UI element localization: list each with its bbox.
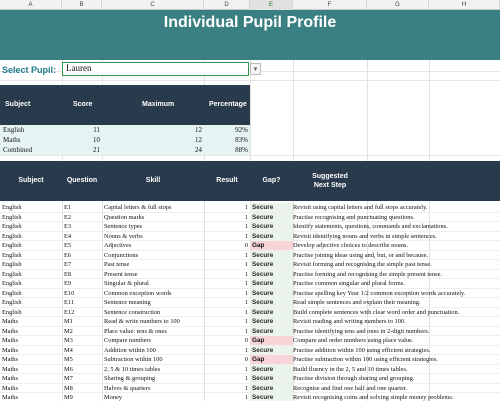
row-skill: Nouns & verbs [104, 232, 143, 240]
row-question: M8 [64, 384, 73, 392]
row-result: 0 [244, 356, 248, 363]
row-gap-status: Secure [250, 251, 293, 260]
row-result: 0 [244, 337, 248, 344]
row-skill: Conjunctions [104, 251, 139, 259]
row-question: M9 [64, 394, 73, 401]
row-skill: 2, 5 & 10 times tables [104, 365, 161, 373]
row-skill: Sentence meaning [104, 299, 151, 306]
row-subject: Maths [2, 337, 18, 344]
table-row [0, 298, 500, 308]
table-row [0, 346, 500, 356]
row-result: 1 [244, 289, 248, 297]
row-result: 1 [244, 299, 248, 306]
row-question: E11 [64, 299, 75, 306]
row-gap-status: Secure [250, 289, 293, 298]
row-question: M4 [64, 346, 73, 354]
row-gap-status: Secure [250, 346, 293, 355]
row-next-step: Practise common singular and plural forms. [293, 280, 405, 287]
select-pupil-label: Select Pupil: [2, 65, 57, 75]
summary-score: 21 [93, 146, 100, 154]
row-subject: English [2, 261, 22, 268]
column-header-h[interactable]: H [429, 0, 500, 10]
row-subject: Maths [2, 394, 18, 401]
table-row [0, 374, 500, 384]
row-question: E2 [64, 213, 72, 221]
column-header-a[interactable]: A [0, 0, 62, 10]
row-skill: Sharing & grouping [104, 375, 156, 382]
row-result: 1 [244, 270, 248, 278]
row-result: 0 [244, 242, 248, 249]
row-gap-status: Secure [250, 213, 293, 222]
row-skill: Question marks [104, 213, 145, 221]
row-next-step: Practise subtraction within 100 using efficient strategies. [293, 356, 438, 363]
row-subject: English [2, 280, 22, 287]
row-question: E8 [64, 270, 72, 278]
row-result: 1 [244, 308, 248, 316]
table-row [0, 308, 500, 318]
summary-row [0, 125, 250, 135]
summary-maximum: 24 [195, 146, 202, 154]
row-subject: English [2, 251, 22, 259]
row-skill: Subtraction within 100 [104, 356, 163, 363]
row-subject: English [2, 223, 22, 230]
row-next-step: Practise recognising and punctuating questions. [293, 213, 415, 221]
summary-subject: Maths [3, 136, 21, 144]
row-next-step: Revisit identifying nouns and verbs in simple sentences. [293, 232, 437, 240]
row-gap-status: Gap [250, 336, 293, 345]
detail-header-gap: Gap? [262, 177, 281, 184]
row-next-step: Read simple sentences and explain their meaning. [293, 299, 421, 306]
row-skill: Money [104, 394, 123, 401]
table-row [0, 365, 500, 375]
row-subject: English [2, 270, 22, 278]
table-row [0, 384, 500, 394]
row-next-step: Build complete sentences with clear word order and punctuation. [293, 308, 460, 316]
row-skill: Addition within 100 [104, 346, 156, 354]
row-skill: Read & write numbers to 100 [104, 318, 180, 325]
gridline [0, 155, 500, 156]
column-header-d[interactable]: D [204, 0, 250, 10]
row-gap-status: Secure [250, 308, 293, 317]
summary-percentage: 92% [235, 126, 248, 134]
row-gap-status: Secure [250, 298, 293, 307]
summary-row [0, 135, 250, 145]
row-question: M2 [64, 327, 73, 335]
table-row [0, 260, 500, 270]
row-subject: Maths [2, 375, 18, 382]
table-row [0, 222, 500, 232]
row-subject: Maths [2, 318, 18, 325]
table-row [0, 317, 500, 327]
row-gap-status: Secure [250, 232, 293, 241]
row-subject: English [2, 289, 22, 297]
summary-subject: English [3, 126, 25, 134]
row-result: 1 [244, 204, 248, 211]
row-skill: Halves & quarters [104, 384, 151, 392]
row-result: 1 [244, 261, 248, 268]
row-question: M1 [64, 318, 73, 325]
row-next-step: Practise division through sharing and grouping. [293, 375, 415, 382]
row-skill: Place value: tens & ones [104, 327, 167, 335]
row-gap-status: Gap [250, 355, 293, 364]
row-skill: Common exception words [104, 289, 172, 297]
title-banner [0, 10, 500, 60]
row-result: 1 [244, 232, 248, 240]
row-subject: Maths [2, 327, 18, 335]
table-row [0, 241, 500, 251]
row-question: E10 [64, 289, 75, 297]
row-subject: English [2, 299, 22, 306]
column-header-f[interactable]: F [293, 0, 367, 10]
row-next-step: Recognise and find one half and one quarter. [293, 384, 408, 392]
row-gap-status: Secure [250, 374, 293, 383]
row-next-step: Compare and order numbers using place value. [293, 337, 414, 344]
row-next-step: Revisit forming and recognising the simple past tense. [293, 261, 432, 268]
row-skill: Capital letters & full stops [104, 204, 172, 211]
summary-score: 10 [93, 136, 100, 144]
row-result: 1 [244, 280, 248, 287]
summary-percentage: 83% [235, 136, 248, 144]
column-header-bar [0, 0, 500, 10]
table-row [0, 327, 500, 337]
summary-header-subject: Subject [5, 101, 31, 108]
row-result: 1 [244, 346, 248, 354]
row-skill: Past tense [104, 261, 130, 268]
summary-score: 11 [93, 126, 100, 134]
row-result: 1 [244, 318, 248, 325]
row-gap-status: Secure [250, 393, 293, 401]
row-next-step: Practise identifying tens and ones in 2-digit numbers. [293, 327, 430, 335]
row-gap-status: Secure [250, 270, 293, 279]
table-row [0, 270, 500, 280]
column-header-e[interactable]: E [250, 0, 293, 10]
table-row [0, 213, 500, 223]
row-skill: Compare numbers [104, 337, 152, 344]
row-next-step: Build fluency in the 2, 5 and 10 times tables. [293, 365, 408, 373]
row-question: M6 [64, 365, 73, 373]
row-next-step: Revisit recognising coins and solving simple money problems. [293, 394, 454, 401]
summary-header-percentage: Percentage [209, 101, 247, 108]
row-subject: English [2, 242, 22, 249]
table-row [0, 251, 500, 261]
row-subject: Maths [2, 356, 18, 363]
summary-maximum: 12 [195, 136, 202, 144]
row-question: E1 [64, 204, 72, 211]
row-next-step: Practise spelling key Year 1/2 common exception words accurately. [293, 289, 466, 297]
row-gap-status: Secure [250, 279, 293, 288]
row-next-step: Identify statements, questions, commands and exclamations. [293, 223, 448, 230]
row-subject: English [2, 213, 22, 221]
row-gap-status: Secure [250, 222, 293, 231]
row-result: 1 [244, 223, 248, 230]
summary-header [0, 85, 250, 125]
row-skill: Sentence construction [104, 308, 161, 316]
row-question: M3 [64, 337, 73, 344]
row-result: 1 [244, 251, 248, 259]
row-question: E5 [64, 242, 72, 249]
row-gap-status: Secure [250, 384, 293, 393]
row-skill: Adjectives [104, 242, 132, 249]
column-header-g[interactable]: G [367, 0, 429, 10]
row-subject: Maths [2, 365, 18, 373]
row-result: 1 [244, 394, 248, 401]
row-gap-status: Secure [250, 365, 293, 374]
row-next-step: Revisit reading and writing numbers to 100. [293, 318, 406, 325]
summary-subject: Combined [3, 146, 33, 154]
row-question: E7 [64, 261, 72, 268]
row-result: 1 [244, 365, 248, 373]
row-subject: English [2, 308, 22, 316]
summary-header-maximum: Maximum [142, 101, 175, 108]
column-header-c[interactable]: C [102, 0, 204, 10]
summary-header-score: Score [73, 101, 93, 108]
summary-percentage: 88% [235, 146, 248, 154]
row-next-step: Revisit using capital letters and full stops accurately. [293, 204, 428, 211]
row-subject: Maths [2, 384, 18, 392]
detail-header [0, 161, 500, 201]
row-gap-status: Gap [250, 241, 293, 250]
table-row [0, 393, 500, 401]
column-header-b[interactable]: B [62, 0, 102, 10]
table-row [0, 355, 500, 365]
row-gap-status: Secure [250, 327, 293, 336]
table-row [0, 232, 500, 242]
table-row [0, 279, 500, 289]
detail-header-question: Question [66, 177, 98, 184]
row-question: E3 [64, 223, 72, 230]
row-question: E6 [64, 251, 72, 259]
detail-header-result: Result [216, 177, 238, 184]
row-question: M7 [64, 375, 73, 382]
table-row [0, 289, 500, 299]
chevron-down-icon[interactable]: ▾ [250, 63, 261, 75]
row-next-step: Practise addition within 100 using efficient strategies. [293, 346, 431, 354]
row-subject: English [2, 232, 22, 240]
row-question: M5 [64, 356, 73, 363]
pupil-select-field[interactable]: Lauren [62, 62, 249, 76]
row-question: E9 [64, 280, 72, 287]
row-subject: Maths [2, 346, 18, 354]
table-row [0, 336, 500, 346]
detail-header-subject: Subject [18, 177, 44, 184]
detail-header-next-step: Suggested Next Step [312, 173, 348, 189]
summary-row [0, 145, 250, 155]
row-result: 1 [244, 384, 248, 392]
table-row [0, 203, 500, 213]
row-subject: English [2, 204, 22, 211]
row-question: E12 [64, 308, 75, 316]
row-result: 1 [244, 213, 248, 221]
gridline [0, 80, 500, 81]
summary-maximum: 12 [195, 126, 202, 134]
row-skill: Present tense [104, 270, 138, 278]
row-next-step: Develop adjective choices to describe nouns. [293, 242, 408, 249]
row-gap-status: Secure [250, 317, 293, 326]
row-next-step: Practise forming and recognising the simple present tense. [293, 270, 443, 278]
row-gap-status: Secure [250, 260, 293, 269]
row-next-step: Practise joining ideas using and, but, or and because. [293, 251, 429, 259]
row-gap-status: Secure [250, 203, 293, 212]
row-skill: Singular & plural [104, 280, 149, 287]
row-skill: Sentence types [104, 223, 143, 230]
row-result: 1 [244, 327, 248, 335]
row-question: E4 [64, 232, 72, 240]
page-title: Individual Pupil Profile [163, 14, 337, 31]
detail-header-skill: Skill [145, 177, 161, 184]
row-result: 1 [244, 375, 248, 382]
